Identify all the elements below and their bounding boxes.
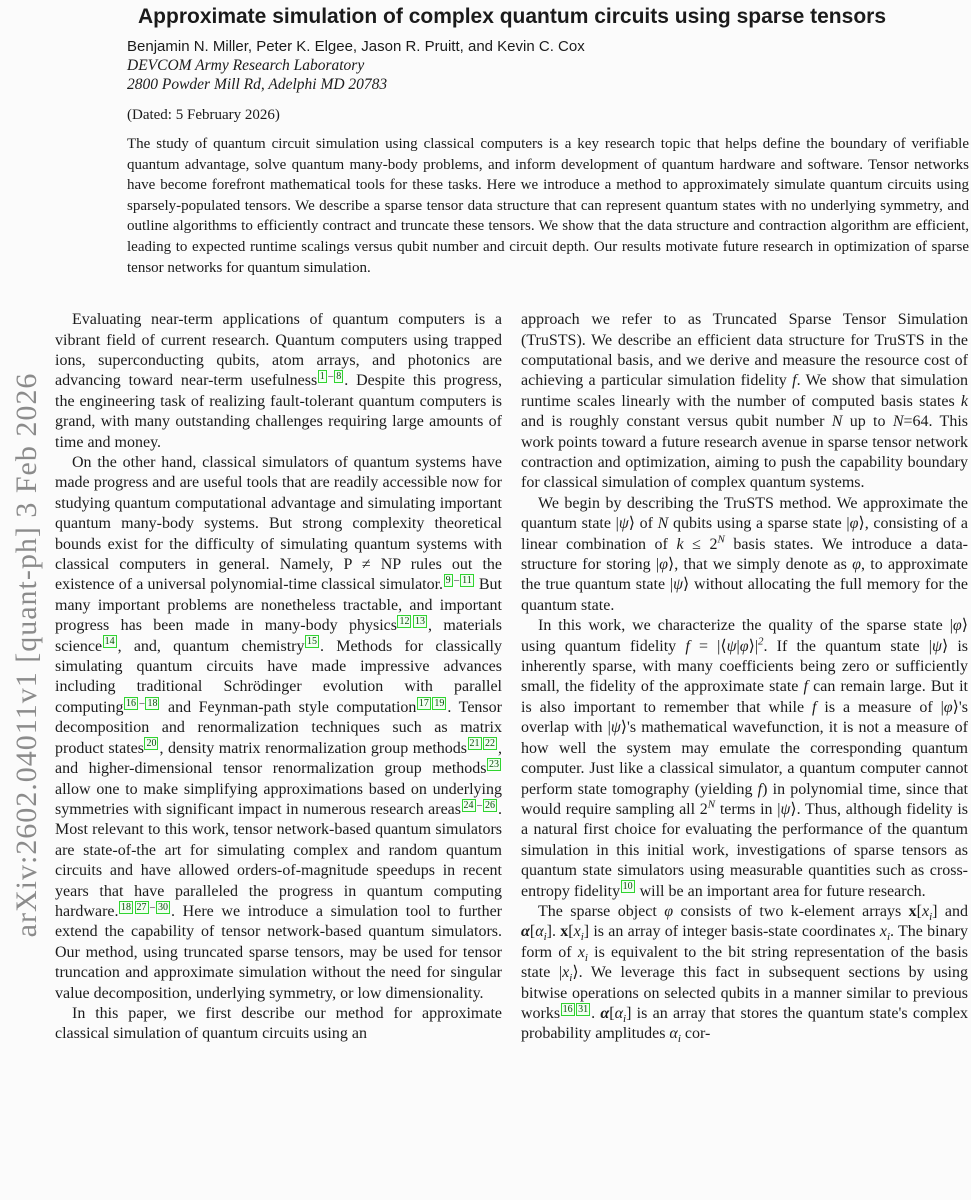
paragraph: The sparse object φ consists of two k-element arrays $x[x_i]$ and $\alpha[\alpha_i]$. $x[x_i]$ is an array of integer basis-state coordinates $x_i$. The binary form of $x_i$ is equivalent to the bit string representation of the basis state $|x_i⟩$. We leverage this fact in subsequent sections by using bitwise operations on selected qubits in a manner similar to previous works $^{16}$ $^{31}$ . $\alpha[\alpha_i]$ is an array that stores the quantum state's complex probability amplitudes $\alpha_i$ cor-	[521, 902, 969, 1046]
citation-link[interactable]: 21	[469, 738, 480, 750]
citation-link[interactable]: 8	[336, 371, 342, 383]
citation-link[interactable]: 9	[445, 575, 451, 587]
paragraph: In this paper, we first describe our method for approximate classical simulation of quantum circuits using an	[55, 1004, 502, 1043]
citation-link[interactable]: 15	[306, 636, 317, 648]
citation-separator: –	[139, 697, 145, 709]
citation-link[interactable]: 31	[578, 1003, 589, 1015]
citation-separator: –	[150, 901, 156, 913]
citation-link[interactable]: 11	[462, 575, 472, 587]
citation-link[interactable]: 26	[485, 799, 495, 811]
citation-link[interactable]: 27	[136, 901, 147, 913]
citation-link[interactable]: 10	[622, 881, 633, 893]
citation-link[interactable]: 18	[121, 901, 132, 913]
paper-title: Approximate simulation of complex quantum circuits using sparse tensors	[138, 5, 886, 28]
left-column	[55, 310, 502, 1045]
paragraph: approach we refer to as Truncated Sparse Tensor Simulation (TruSTS). We describe an efficient data structure for TruSTS in the computational basis, and we derive and measure the resource cost of achieving a particular simulation fidelity f. We show that simulation runtime scales linearly with the number of computed basis states k and is roughly constant versus qubit number N up to N=64. This work points toward a future research avenue in sparse tensor network contraction and optimization, aiming to push the capability boundary for classical simulation of complex quantum systems.	[521, 311, 969, 492]
citation-separator: –	[477, 799, 482, 811]
citation-link[interactable]: 20	[146, 738, 157, 750]
citation-link[interactable]: 19	[434, 697, 445, 709]
citation-separator: –	[328, 371, 334, 383]
authors-line: Benjamin N. Miller, Peter K. Elgee, Jason R. Pruitt, and Kevin C. Cox	[127, 38, 585, 55]
paragraph: On the other hand, classical simulators of quantum systems have made progress and are useful tools that are readily accessible now for studying quantum computational advantage and simulating important quantum many-body systems. But strong complexity theoretical bounds exist for the difficulty of simulating quantum systems with classical computers in general. Namely, P ≠ NP rules out the existence of a universal polynomial-time classical simulator. $^9$ – $^{11}$ But many important problems are nonetheless tractable, and important progress has been made in many-body physics $^{12}$ $^{13}$ , materials science $^{14}$ , and, quantum chemistry $^{15}$ . Methods for classically simulating quantum circuits have made impressive advances including traditional Schrödinger evolution with parallel computing $^{16}$ – $^{18}$ and Feynman-path style computation $^{17}$ $^{19}$ . Tensor decomposition and renormalization techniques such as matrix product states $^{20}$ , density matrix renormalization group methods $^{21}$ $^{22}$ , and higher-dimensional tensor renormalization group methods $^{23}$ allow one to make simplifying approximations based on underlying symmetries with significant impact in numerous research areas $^{24}$ – $^{26}$ . Most relevant to this work, tensor network-based quantum simulators are state-of-the art for simulating complex and random quantum circuits and have allowed orders-of-magnitude speedups in recent years that have paralleled the progress in quantum computing hardware. $^{18}$ $^{27}$ – $^{30}$ . Here we introduce a simulation tool to further extend the capability of tensor network-based quantum simulators. Our method, using truncated sparse tensors, may be used for tensor truncation and approximate simulation without the need for singular value decomposition, underlying symmetry, or low dimensionality.	[55, 454, 503, 1002]
citation-link[interactable]: 18	[147, 697, 158, 709]
right-column	[521, 310, 968, 1045]
citation-link[interactable]: 1	[319, 371, 325, 383]
dated-line: (Dated: 5 February 2026)	[127, 107, 280, 123]
citation-link[interactable]: 17	[418, 697, 429, 709]
address-line: 2800 Powder Mill Rd, Adelphi MD 20783	[127, 76, 388, 93]
paper-header	[55, 4, 969, 278]
paragraph: We begin by describing the TruSTS method. We approximate the quantum state |ψ⟩ of N qubits using a sparse state |φ⟩, consisting of a linear combination of $k \le 2^N$ basis states. We introduce a data-structure for storing |φ⟩, that we simply denote as φ, to approximate the true quantum state |ψ⟩ without allocating the full memory for the quantum state.	[521, 494, 969, 614]
citation-link[interactable]: 14	[104, 636, 115, 648]
citation-link[interactable]: 16	[562, 1003, 573, 1015]
citation-link[interactable]: 22	[485, 738, 495, 750]
two-column-body	[55, 310, 969, 1045]
citation-link[interactable]: 13	[414, 615, 425, 627]
paragraph: Evaluating near-term applications of quantum computers is a vibrant field of current research. Quantum computers using trapped ions, superconducting qubits, atom arrays, and photonics are advancing toward near-term usefulness $^1$ – $^8$ . Despite this progress, the engineering task of realizing fault-tolerant quantum computers is grand, with many outstanding challenges requiring large amounts of time and money.	[55, 311, 503, 451]
citation-link[interactable]: 23	[489, 758, 499, 770]
citation-separator: –	[454, 575, 460, 587]
citation-link[interactable]: 12	[399, 615, 410, 627]
abstract-text: The study of quantum circuit simulation using classical computers is a key research topic that helps define the boundary of verifiable quantum advantage, solve quantum many-body problems, and inform development of quantum hardware and software. Tensor networks have become forefront mathematical tools for these tasks. Here we introduce a method to approximately simulate quantum circuits using sparsely-populated tensors. We describe a sparse tensor data structure that can represent quantum states with no underlying symmetry, and outline algorithms to efficiently contract and truncate these tensors. We show that the data structure and contraction algorithm are efficient, leading to expected runtime scalings versus qubit number and circuit depth. Our results motivate future research in optimization of sparse tensor networks for quantum simulation.	[127, 136, 969, 276]
citation-link[interactable]: 30	[158, 901, 169, 913]
paragraph: In this work, we characterize the quality of the sparse state |φ⟩ using quantum fidelity $f = |⟨\psi|\varphi⟩|^2$. If the quantum state |ψ⟩ is inherently sparse, with many coefficients being zero or sufficiently small, the fidelity of the approximate state f can remain large. But it is also important to remember that while f is a measure of |φ⟩'s overlap with |ψ⟩'s mathematical wavefunction, it is not a measure of how well the system may emulate the corresponding quantum computer. Just like a classical simulator, a quantum computer cannot perform state tomography (yielding f) in polynomial time, since that would require sampling all $2^N$ terms in |ψ⟩. Thus, although fidelity is a natural first choice for evaluating the performance of the quantum simulation in this initial work, investigations of sparse tensors as quantum state simulators using measurable quantities such as cross-entropy fidelity $^{10}$ will be an important area for future research.	[521, 617, 969, 900]
arxiv-watermark: arXiv:2602.04011v1 [quant-ph] 3 Feb 2026	[10, 372, 43, 938]
paper-content	[55, 4, 969, 1045]
citation-link[interactable]: 16	[125, 697, 136, 709]
affiliation-line: DEVCOM Army Research Laboratory	[127, 57, 365, 74]
citation-link[interactable]: 24	[463, 799, 474, 811]
